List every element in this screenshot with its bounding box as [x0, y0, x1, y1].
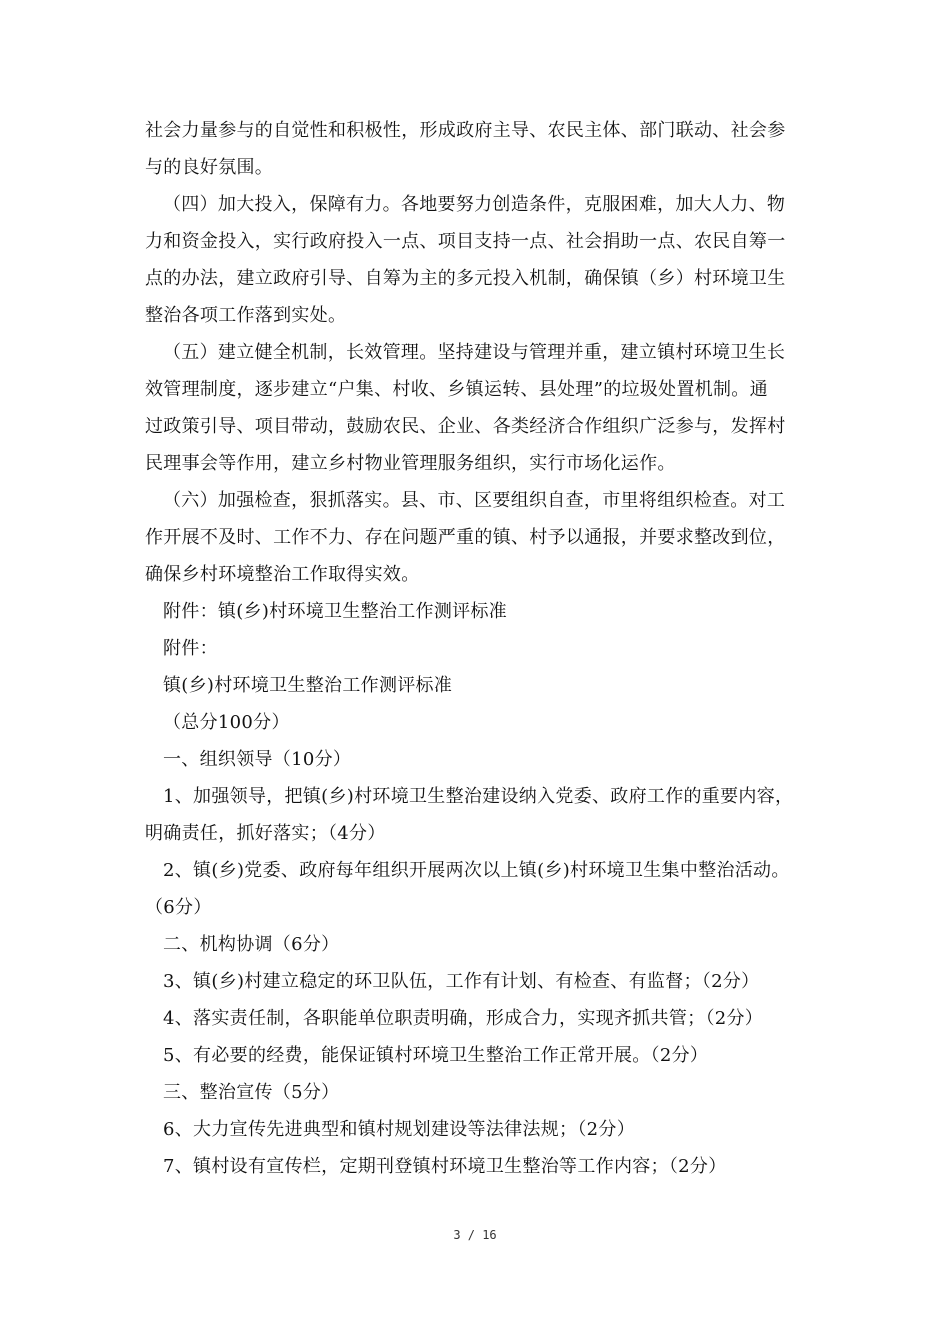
text-line: 三、整治宣传（5分）	[163, 1082, 340, 1103]
text-line: （6分）	[145, 897, 212, 918]
text-line: 二、机构协调（6分）	[163, 934, 340, 955]
text-line: （六）加强检查，狠抓落实。县、市、区要组织自查，市里将组织检查。对工	[163, 490, 786, 511]
text-line: （五）建立健全机制，长效管理。坚持建设与管理并重，建立镇村环境卫生长	[163, 342, 786, 363]
text-line: 明确责任，抓好落实；（4分）	[145, 823, 386, 844]
text-line: 镇(乡)村环境卫生整治工作测评标准	[163, 675, 453, 696]
page-number: 3 / 16	[453, 1228, 497, 1242]
text-line: 社会力量参与的自觉性和积极性，形成政府主导、农民主体、部门联动、社会参	[145, 120, 786, 141]
text-line: 民理事会等作用，建立乡村物业管理服务组织，实行市场化运作。	[145, 453, 676, 474]
text-line: 2、镇(乡)党委、政府每年组织开展两次以上镇(乡)村环境卫生集中整治活动。	[163, 860, 790, 881]
text-line: 附件：	[163, 638, 218, 659]
text-line: （总分100分）	[163, 712, 290, 733]
text-line: （四）加大投入，保障有力。各地要努力创造条件，克服困难，加大人力、物	[163, 194, 786, 215]
text-line: 附件：镇(乡)村环境卫生整治工作测评标准	[163, 601, 508, 622]
text-line: 6、大力宣传先进典型和镇村规划建设等法律法规；（2分）	[163, 1119, 636, 1140]
text-line: 作开展不及时、工作不力、存在问题严重的镇、村予以通报，并要求整改到位，	[145, 527, 786, 548]
text-line: 效管理制度，逐步建立“户集、村收、乡镇运转、县处理”的垃圾处置机制。通	[145, 379, 768, 400]
text-line: 一、组织领导（10分）	[163, 749, 352, 770]
text-line: 7、镇村设有宣传栏，定期刊登镇村环境卫生整治等工作内容；（2分）	[163, 1156, 727, 1177]
text-line: 过政策引导、项目带动，鼓励农民、企业、各类经济合作组织广泛参与，发挥村	[145, 416, 786, 437]
text-line: 确保乡村环境整治工作取得实效。	[145, 564, 420, 585]
text-line: 3、镇(乡)村建立稳定的环卫队伍，工作有计划、有检查、有监督；（2分）	[163, 971, 760, 992]
text-line: 与的良好氛围。	[145, 157, 274, 178]
text-line: 力和资金投入，实行政府投入一点、项目支持一点、社会捐助一点、农民自筹一	[145, 231, 786, 252]
text-line: 5、有必要的经费，能保证镇村环境卫生整治工作正常开展。（2分）	[163, 1045, 709, 1066]
text-line: 点的办法，建立政府引导、自筹为主的多元投入机制，确保镇（乡）村环境卫生	[145, 268, 786, 289]
text-line: 4、落实责任制，各职能单位职责明确，形成合力，实现齐抓共管；（2分）	[163, 1008, 764, 1029]
text-line: 1、加强领导，把镇(乡)村环境卫生整治建设纳入党委、政府工作的重要内容，	[163, 786, 794, 807]
document-body	[145, 112, 813, 1185]
text-line: 整治各项工作落到实处。	[145, 305, 347, 326]
